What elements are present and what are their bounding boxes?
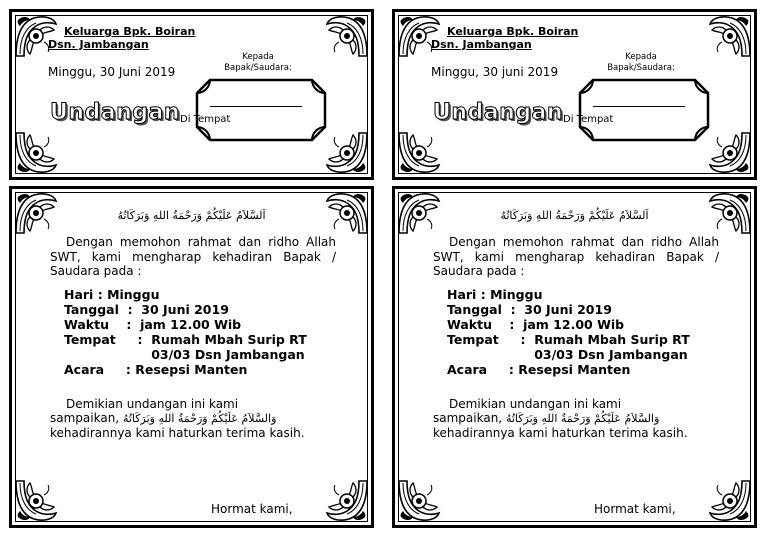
detail-row-tempat: Tempat : Rumah Mbah Surip RT 03/03 Dsn Jambangan <box>64 332 307 362</box>
closing-line-2: sampaikan, <box>433 411 503 425</box>
invitation-title: Undangan <box>50 100 181 125</box>
kepada-label: Kepada <box>625 52 657 62</box>
bapak-saudara-label: Bapak/Saudara: <box>224 63 292 73</box>
corner-ornament-icon <box>708 14 752 58</box>
corner-ornament-icon <box>397 14 441 58</box>
family-line-1: Keluarga Bpk. Boiran <box>447 25 579 38</box>
corner-ornament-icon <box>14 14 58 58</box>
recipient-frame <box>194 77 328 143</box>
invitation-content-card-right <box>392 186 757 528</box>
corner-ornament-icon <box>397 131 441 175</box>
signature-greeting: Hormat kami, <box>211 502 293 516</box>
corner-ornament-icon <box>325 14 369 58</box>
arabic-greeting: اَلسَّلاَمُ عَلَيْكُمْ وَرَحْمَةُ اللهِ وَبَرَكَاتُهُ <box>117 209 266 222</box>
corner-ornament-icon <box>14 479 58 523</box>
intro-paragraph <box>50 235 336 279</box>
family-line-1: Keluarga Bpk. Boiran <box>64 25 196 38</box>
arabic-greeting: اَلسَّلاَمُ عَلَيْكُمْ وَرَحْمَةُ اللهِ وَبَرَكَاتُهُ <box>500 209 649 222</box>
detail-row-hari: Hari : Minggu <box>447 287 543 302</box>
event-details <box>64 287 344 377</box>
closing-paragraph <box>50 397 350 440</box>
family-name <box>48 25 196 51</box>
corner-ornament-icon <box>325 479 369 523</box>
event-date: Minggu, 30 Juni 2019 <box>48 65 176 79</box>
invitation-content-card-left <box>9 186 374 528</box>
intro-text: Dengan memohon rahmat dan ridho Allah SWT, kami mengharap kehadiran Bapak / Saudara pada : <box>433 235 719 278</box>
kepada-label: Kepada <box>242 52 274 62</box>
recipient-heading <box>208 52 308 74</box>
recipient-name-line <box>593 106 685 107</box>
intro-paragraph <box>433 235 719 279</box>
event-details <box>447 287 727 377</box>
detail-row-tanggal: Tanggal : 30 Juni 2019 <box>64 302 229 317</box>
corner-ornament-icon <box>397 479 441 523</box>
closing-line-2: sampaikan, <box>50 411 120 425</box>
closing-line-3: kehadirannya kami haturkan terima kasih. <box>50 426 305 440</box>
detail-row-hari: Hari : Minggu <box>64 287 160 302</box>
invitation-cover-card-left <box>9 9 374 180</box>
intro-text: Dengan memohon rahmat dan ridho Allah SWT, kami mengharap kehadiran Bapak / Saudara pada : <box>50 235 336 278</box>
corner-ornament-icon <box>14 131 58 175</box>
closing-line-1: Demikian undangan ini kami <box>449 397 622 411</box>
detail-row-acara: Acara : Resepsi Manten <box>447 362 631 377</box>
detail-row-waktu: Waktu : jam 12.00 Wib <box>447 317 625 332</box>
di-tempat-label: Di Tempat <box>563 114 614 125</box>
family-name <box>431 25 579 51</box>
family-line-2: Dsn. Jambangan <box>431 38 532 51</box>
closing-arabic: وَالسَّلاَمُ عَلَيْكُمْ وَرَحْمَةُ اللهِ وَبَرَكَاتُهُ <box>122 412 277 425</box>
bapak-saudara-label: Bapak/Saudara: <box>607 63 675 73</box>
detail-row-tempat: Tempat : Rumah Mbah Surip RT 03/03 Dsn Jambangan <box>447 332 690 362</box>
closing-paragraph <box>433 397 733 440</box>
di-tempat-label: Di Tempat <box>180 114 231 125</box>
corner-ornament-icon <box>325 131 369 175</box>
closing-arabic: وَالسَّلاَمُ عَلَيْكُمْ وَرَحْمَةُ اللهِ وَبَرَكَاتُهُ <box>505 412 660 425</box>
family-line-2: Dsn. Jambangan <box>48 38 149 51</box>
invitation-title: Undangan <box>433 100 564 125</box>
signature-greeting: Hormat kami, <box>594 502 676 516</box>
detail-row-tanggal: Tanggal : 30 Juni 2019 <box>447 302 612 317</box>
event-date: Minggu, 30 juni 2019 <box>431 65 559 79</box>
closing-line-3: kehadirannya kami haturkan terima kasih. <box>433 426 688 440</box>
detail-row-acara: Acara : Resepsi Manten <box>64 362 248 377</box>
recipient-heading <box>591 52 691 74</box>
invitation-cover-card-right <box>392 9 757 180</box>
detail-row-waktu: Waktu : jam 12.00 Wib <box>64 317 242 332</box>
closing-line-1: Demikian undangan ini kami <box>66 397 239 411</box>
corner-ornament-icon <box>708 479 752 523</box>
recipient-name-line <box>210 106 302 107</box>
corner-ornament-icon <box>708 131 752 175</box>
recipient-frame <box>577 77 711 143</box>
